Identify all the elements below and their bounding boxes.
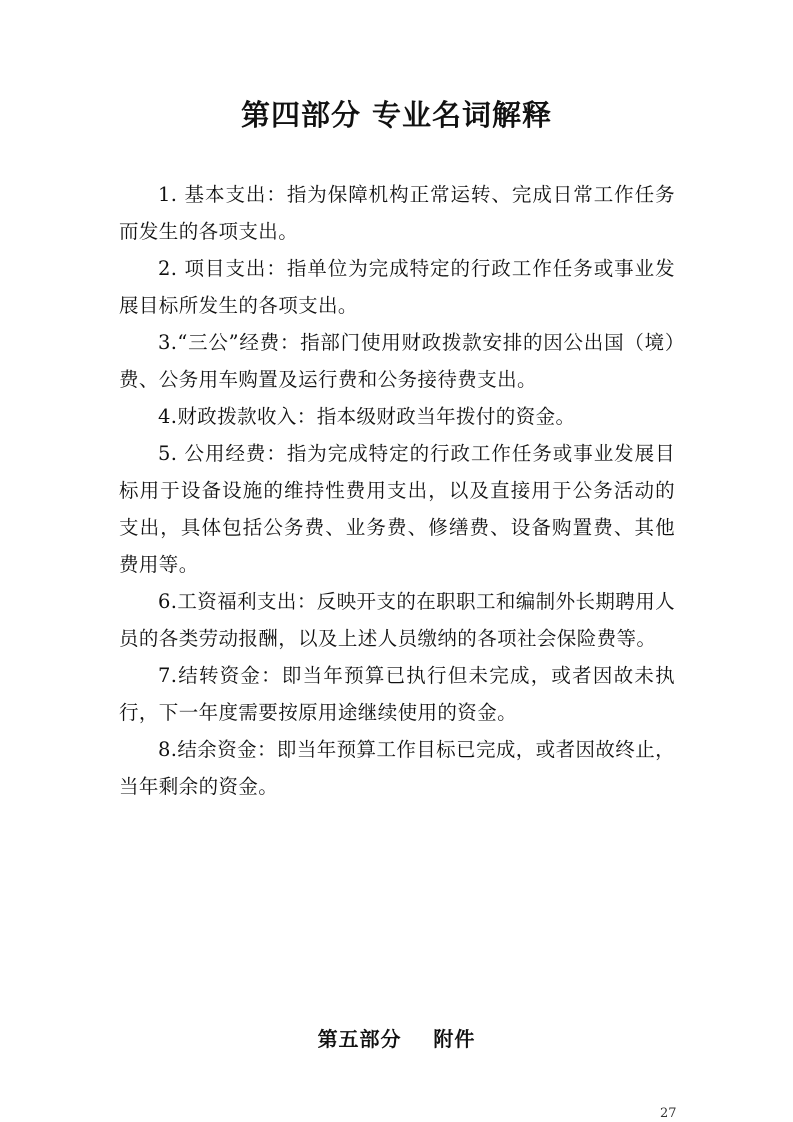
glossary-item-surplus-funds: 8.结余资金：即当年预算工作目标已完成，或者因故终止，当年剩余的资金。 [119, 738, 675, 798]
glossary-item-wage-welfare-expenditure: 6.工资福利支出：反映开支的在职职工和编制外长期聘用人员的各类劳动报酬，以及上述人员缴纳的各项社会保险费等。 [119, 590, 675, 650]
glossary-item-public-funds: 5. 公用经费：指为完成特定的行政工作任务或事业发展目标用于设备设施的维持性费用支出，以及直接用于公务活动的支出，具体包括公务费、业务费、修缮费、设备购置费、其他费用等。 [119, 442, 675, 576]
page-title: 第四部分 专业名词解释 [240, 98, 553, 132]
glossary-item-three-public-expenses: 3.“三公”经费：指部门使用财政拨款安排的因公出国（境）费、公务用车购置及运行费和公务接待费支出。 [119, 331, 675, 391]
glossary-item-project-expenditure: 2. 项目支出：指单位为完成特定的行政工作任务或事业发展目标所发生的各项支出。 [119, 257, 675, 317]
glossary-item-basic-expenditure: 1. 基本支出：指为保障机构正常运转、完成日常工作任务而发生的各项支出。 [119, 183, 675, 243]
glossary-body [119, 176, 675, 805]
next-section-title: 第五部分 附件 [317, 1027, 476, 1051]
glossary-item-fiscal-appropriation-income: 4.财政拨款收入：指本级财政当年拨付的资金。 [158, 405, 576, 428]
glossary-item-carryover-funds: 7.结转资金：即当年预算已执行但未完成，或者因故未执行，下一年度需要按原用途继续使用的资金。 [119, 664, 675, 724]
page-number: 27 [660, 1106, 677, 1121]
